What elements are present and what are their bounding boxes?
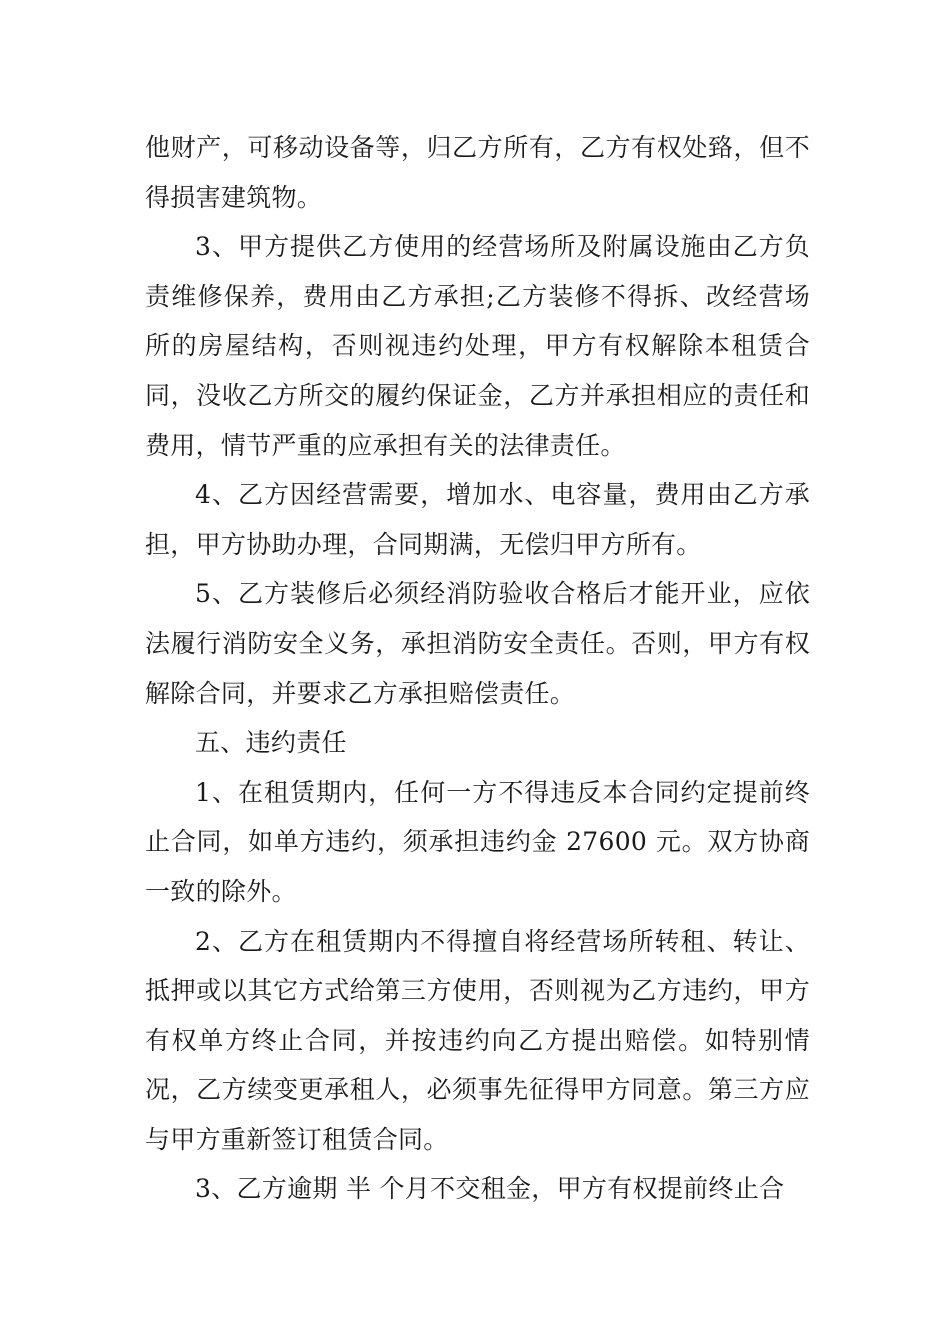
document-body	[145, 123, 810, 1214]
paragraph-clause-4-3: 3、甲方提供乙方使用的经营场所及附属设施由乙方负责维修保养，费用由乙方承担;乙方装修不得拆、改经营场所的房屋结构，否则视违约处理，甲方有权解除本租赁合同，没收乙方所交的履约保证金，乙方并承担相应的责任和费用，情节严重的应承担有关的法律责任。	[145, 232, 810, 460]
paragraph-clause-4-4: 4、乙方因经营需要，增加水、电容量，费用由乙方承担，甲方协助办理，合同期满，无偿归甲方所有。	[145, 480, 810, 559]
paragraph-clause-5-1: 1、在租赁期内，任何一方不得违反本合同约定提前终止合同，如单方违约，须承担违约金 27600 元。双方协商一致的除外。	[145, 777, 810, 906]
section-heading-breach-liability: 五、违约责任	[195, 728, 347, 758]
paragraph-clause-5-2: 2、乙方在租赁期内不得擅自将经营场所转租、转让、抵押或以其它方式给第三方使用，否则视为乙方违约，甲方有权单方终止合同，并按违约向乙方提出赔偿。如特别情况，乙方续变更承租人，必须事先征得甲方同意。第三方应与甲方重新签订租赁合同。	[145, 926, 810, 1154]
paragraph-clause-4-5: 5、乙方装修后必须经消防验收合格后才能开业，应依法履行消防安全义务，承担消防安全责任。否则，甲方有权解除合同，并要求乙方承担赔偿责任。	[145, 579, 810, 708]
paragraph-clause-5-3: 3、乙方逾期 半 个月不交租金，甲方有权提前终止合	[195, 1174, 785, 1204]
paragraph-continuation: 他财产，可移动设备等，归乙方所有，乙方有权处臵，但不得损害建筑物。	[145, 133, 810, 212]
